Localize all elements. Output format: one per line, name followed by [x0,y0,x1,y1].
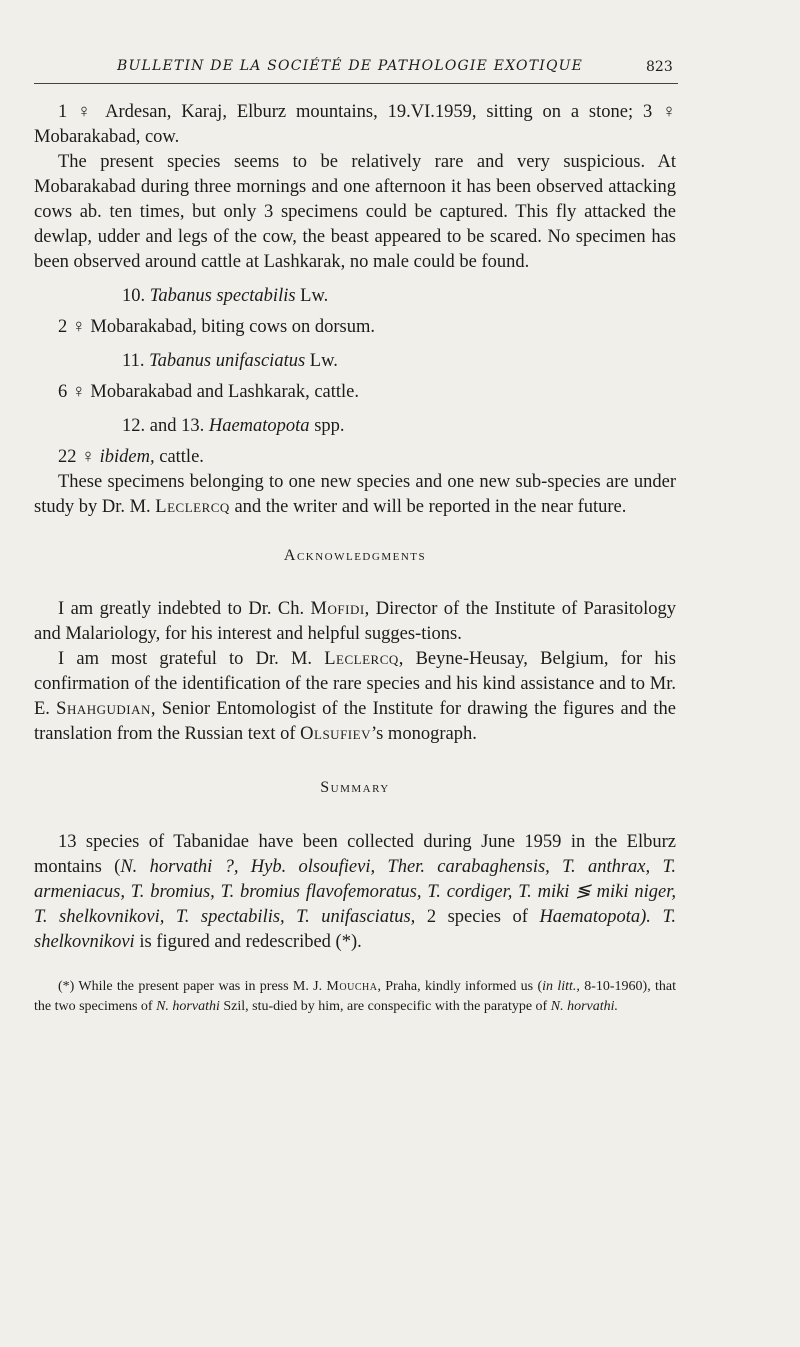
paragraph-record: 1 ♀ Ardesan, Karaj, Elburz mountains, 19.VI.1959, sitting on a stone; 3 ♀ Mobarakabad, cow. [34,102,676,147]
species-record-10: 2 ♀ Mobarakabad, biting cows on dorsum. [58,317,376,337]
species-record-12: 22 ♀ ibidem, cattle. [58,447,204,467]
header-rule [34,83,678,84]
summary-heading: Summary [320,779,390,796]
page-number: 823 [646,59,673,75]
paragraph-new-species: These specimens belonging to one new species and one new sub-species are under study by Dr. M. Leclercq and the writer and will be reported in the near future. [34,472,676,517]
journal-title: BULLETIN DE LA SOCIÉTÉ DE PATHOLOGIE EXOTIQUE [117,58,584,74]
article-body [34,100,676,1017]
acknowledgments-heading: Acknowledgments [283,547,427,564]
summary-paragraph: 13 species of Tabanidae have been collected during June 1959 in the Elburz montains (N. horvathi ?, Hyb. olsoufievi, Ther. carabaghensis, T. anthrax, T. armeniacus, T. bromius, T. bromius flavofemoratus, T. cordiger, T. miki ≶ miki niger, T. shelkovnikovi, T. spectabilis, T. unifasciatus, 2 species of Haematopota). T. shelkovnikovi is figured and redescribed (*). [34,832,676,952]
running-header [0,58,800,84]
species-heading-10: 10. Tabanus spectabilis Lw. [122,286,329,306]
species-record-11: 6 ♀ Mobarakabad and Lashkarak, cattle. [58,382,360,402]
footnote: (*) While the present paper was in press M. J. Moucha, Praha, kindly informed us (in litt., 8-10-1960), that the two specimens of N. horvathi Szil, stu-died by him, are conspecific with the paratype of N. horvathi. [34,979,677,1014]
acknowledgment-2: I am most grateful to Dr. M. Leclercq, Beyne-Heusay, Belgium, for his confirmation of the identification of the rare species and his kind assistance and to Mr. E. Shahgudian, Senior Entomologist of the Institute for drawing the figures and the translation from the Russian text of Olsufiev’s monograph. [34,649,677,744]
acknowledgment-1: I am greatly indebted to Dr. Ch. Mofidi, Director of the Institute of Parasitology and Malariology, for his interest and helpful sugges-tions. [34,599,677,644]
species-heading-12: 12. and 13. Haematopota spp. [122,416,345,436]
paragraph-observation: The present species seems to be relatively rare and very suspicious. At Mobarakabad during three mornings and one afternoon it has been observed attacking cows ab. ten times, but only 3 specimens could be captured. This fly attacked the dewlap, udder and legs of the cow, the beast appeared to be scared. No specimen has been observed around cattle at Lashkarak, no male could be found. [34,152,676,272]
species-heading-11: 11. Tabanus unifasciatus Lw. [122,351,338,371]
